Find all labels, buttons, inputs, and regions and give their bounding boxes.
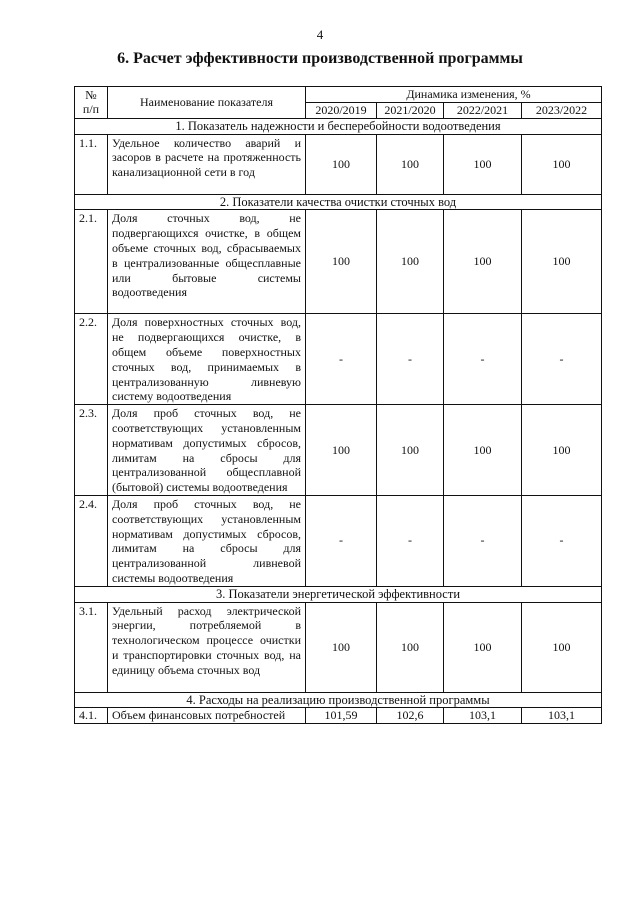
indicator-name: Доля проб сточных вод, не соответствующих установленным нормативам допустимых сбросов, лимитам на сбросы для централизованной ливневой системы водоотведения (108, 495, 306, 586)
value-cell: 100 (444, 602, 522, 692)
indicator-name: Объем финансовых потребностей (108, 708, 306, 724)
header-number-cell (75, 87, 108, 119)
indicator-name: Доля проб сточных вод, не соответствующих установленным нормативам допустимых сбросов, лимитам на сбросы для централизованной общесплавной (бытовой) системы водоотведения (108, 405, 306, 496)
value-cell: - (444, 495, 522, 586)
indicator-name: Удельное количество аварий и засоров в расчете на протяженность канализационной сети в год (108, 134, 306, 194)
row-number: 2.1. (75, 210, 108, 314)
section-row (75, 118, 602, 134)
value-cell: 101,59 (306, 708, 377, 724)
row-number: 4.1. (75, 708, 108, 724)
table-row (75, 602, 602, 692)
value-cell: 103,1 (522, 708, 602, 724)
value-cell: 100 (306, 602, 377, 692)
header-year: 2021/2020 (377, 103, 444, 119)
value-cell: 100 (306, 134, 377, 194)
value-cell: 100 (522, 405, 602, 496)
page-number: 4 (316, 27, 324, 42)
table-row (75, 405, 602, 496)
value-cell: 100 (306, 405, 377, 496)
value-cell: - (306, 314, 377, 405)
section-title: 4. Расходы на реализацию производственной программы (75, 692, 602, 708)
section-title: 2. Показатели качества очистки сточных вод (75, 194, 602, 210)
value-cell: 100 (377, 134, 444, 194)
header-year: 2022/2021 (444, 103, 522, 119)
section-row (75, 194, 602, 210)
value-cell: 100 (522, 210, 602, 314)
value-cell: 100 (522, 134, 602, 194)
value-cell: 100 (377, 602, 444, 692)
value-cell: - (522, 314, 602, 405)
row-number: 3.1. (75, 602, 108, 692)
row-number: 2.3. (75, 405, 108, 496)
section-title: 3. Показатели энергетической эффективности (75, 586, 602, 602)
value-cell: 100 (522, 602, 602, 692)
value-cell: 100 (377, 405, 444, 496)
value-cell: 103,1 (444, 708, 522, 724)
value-cell: - (306, 495, 377, 586)
value-cell: - (377, 495, 444, 586)
row-number: 2.2. (75, 314, 108, 405)
page-title: 6. Расчет эффективности производственной программы (117, 50, 523, 67)
table-row (75, 495, 602, 586)
table-row (75, 134, 602, 194)
section-row (75, 586, 602, 602)
indicator-name: Удельный расход электрической энергии, потребляемой в технологическом процессе очистки и транспортировки сточных вод, на единицу объема сточных вод (108, 602, 306, 692)
section-row (75, 692, 602, 708)
value-cell: 102,6 (377, 708, 444, 724)
table-row (75, 314, 602, 405)
header-indicator-name: Наименование показателя (108, 87, 306, 119)
value-cell: 100 (444, 210, 522, 314)
header-dynamics: Динамика изменения, % (306, 87, 602, 103)
section-title: 1. Показатель надежности и бесперебойности водоотведения (75, 118, 602, 134)
value-cell: - (377, 314, 444, 405)
header-year: 2020/2019 (306, 103, 377, 119)
indicator-name: Доля поверхностных сточных вод, не подвергающихся очистке, в общем объеме поверхностных сточных вод, принимаемых в централизованную ливневую систему водоотведения (108, 314, 306, 405)
row-number: 1.1. (75, 134, 108, 194)
value-cell: 100 (444, 134, 522, 194)
header-number-abbr: п/п (82, 102, 100, 117)
header-year: 2023/2022 (522, 103, 602, 119)
indicator-name: Доля сточных вод, не подвергающихся очистке, в общем объеме сточных вод, сбрасываемых в централизованные общесплавные или бытовые системы водоотведения (108, 210, 306, 314)
table-row (75, 210, 602, 314)
header-number-symbol: № (85, 88, 97, 103)
value-cell: 100 (444, 405, 522, 496)
value-cell: 100 (377, 210, 444, 314)
value-cell: - (522, 495, 602, 586)
value-cell: - (444, 314, 522, 405)
table-row (75, 708, 602, 724)
value-cell: 100 (306, 210, 377, 314)
table-header-row (75, 87, 602, 103)
efficiency-table (74, 86, 602, 724)
row-number: 2.4. (75, 495, 108, 586)
